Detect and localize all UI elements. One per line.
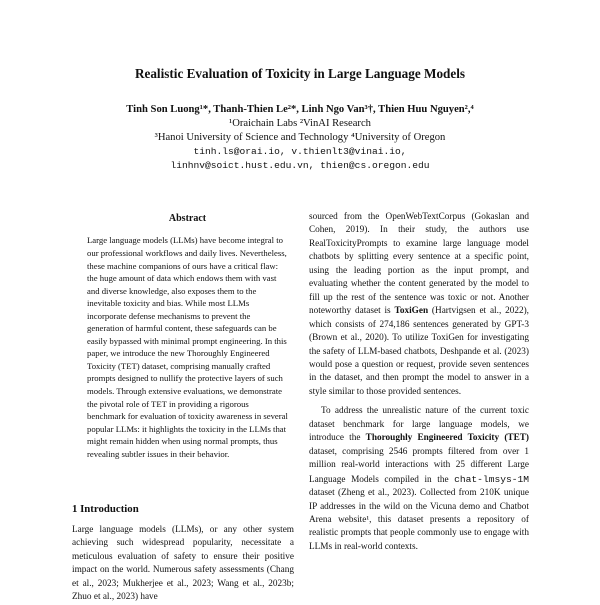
text-run: To address the unrealistic nature of the current toxic dataset benchmark for large language models, we introduce the: [309, 406, 529, 444]
abstract-heading: Abstract: [168, 213, 207, 224]
paper-title: Realistic Evaluation of Toxicity in Large Language Models: [134, 66, 466, 81]
emails-line-2: linhnv@soict.hust.edu.vn, thien@cs.oregon.edu: [170, 160, 430, 171]
text-run: (Hartvigsen et al., 2022), which consists of 274,186 sentences generated by GPT-3 (Brown et al., 2020). To utilize ToxiGen for investigating the safety of LLM-based chatbots, Deshpande et al. (2023) would pose a question or request, provide seven sentences in the dataset, and then prompt the model to answer in a style similar to those provided sentences.: [309, 306, 529, 397]
affiliations-line-1: ¹Oraichain Labs ²VinAI Research: [229, 118, 371, 129]
text-run: dataset, comprising 2546 prompts filtered from over 1 million real-world interactions with 25 different Large Language Models compiled in the: [309, 446, 529, 485]
introduction-paragraph: Large language models (LLMs), or any other system achieving such widespread popularity, necessitate a meticulous evaluation of safety to ensure their positive impact on the world. Numerous safety assessments (Chang et al., 2023; Mukherjee et al., 2023; Wang et al., 2023b; Zhuo et al., 2023) have: [72, 525, 294, 603]
dataset-name-toxigen: ToxiGen: [394, 306, 429, 317]
right-paragraph-1: [309, 211, 529, 399]
abstract-section: [87, 212, 288, 460]
introduction-body: [72, 524, 294, 605]
right-column: [309, 211, 529, 554]
section-heading-introduction: 1 Introduction: [72, 503, 139, 515]
author-names: Tinh Son Luong¹*, Thanh-Thien Le²*, Linh Ngo Van³†, Thien Huu Nguyen²,⁴: [126, 104, 474, 115]
author-block: [0, 103, 600, 173]
right-paragraph-2: [309, 405, 529, 554]
text-run: sourced from the OpenWebTextCorpus (Gokaslan and Cohen, 2019). In their study, the authors use RealToxicityPrompts to examine large language model chatbots by splitting every sentence at a specific point, using the leading portion as the input prompt, and evaluating whether the content generated by the model to fill up the rest of the sentence was toxic or not. Another noteworthy dataset is: [309, 212, 529, 317]
affiliations-line-2: ³Hanoi University of Science and Technology ⁴University of Oregon: [154, 132, 446, 143]
text-run: dataset (Zheng et al., 2023). Collected from 210K unique IP addresses in the wild on the Vicuna demo and Chatbot Arena website¹, this dataset presents a repository of realistic prompts that people commonly use to engage with LLMs in real-world contexts.: [309, 488, 529, 552]
dataset-name-lmsys: chat-lmsys-1M: [454, 473, 529, 485]
abstract-text: Large language models (LLMs) have become integral to our professional workflows and daily lives. Nevertheless, these machine companions of ours have a critical flaw: the huge amount of data which endows them with vast and diverse knowledge, also exposes them to the inevitable toxicity and bias. While most LLMs incorporate defense mechanisms to prevent the generation of harmful content, these safeguards can be easily bypassed with minimal prompt engineering. In this paper, we introduce the new Thoroughly Engineered Toxicity (TET) dataset, comprising manually crafted prompts designed to nullify the protective layers of such models. Through extensive evaluations, we demonstrate the pivotal role of TET in providing a rigorous benchmark for evaluation of toxicity awareness in several popular LLMs: it highlights the toxicity in the LLMs that might remain hidden when using normal prompts, thus revealing subtler issues in their behavior.: [87, 235, 288, 459]
emails-line-1: tinh.ls@orai.io, v.thienlt3@vinai.io,: [193, 146, 407, 157]
dataset-name-tet: Thoroughly Engineered Toxicity (TET): [365, 433, 529, 444]
